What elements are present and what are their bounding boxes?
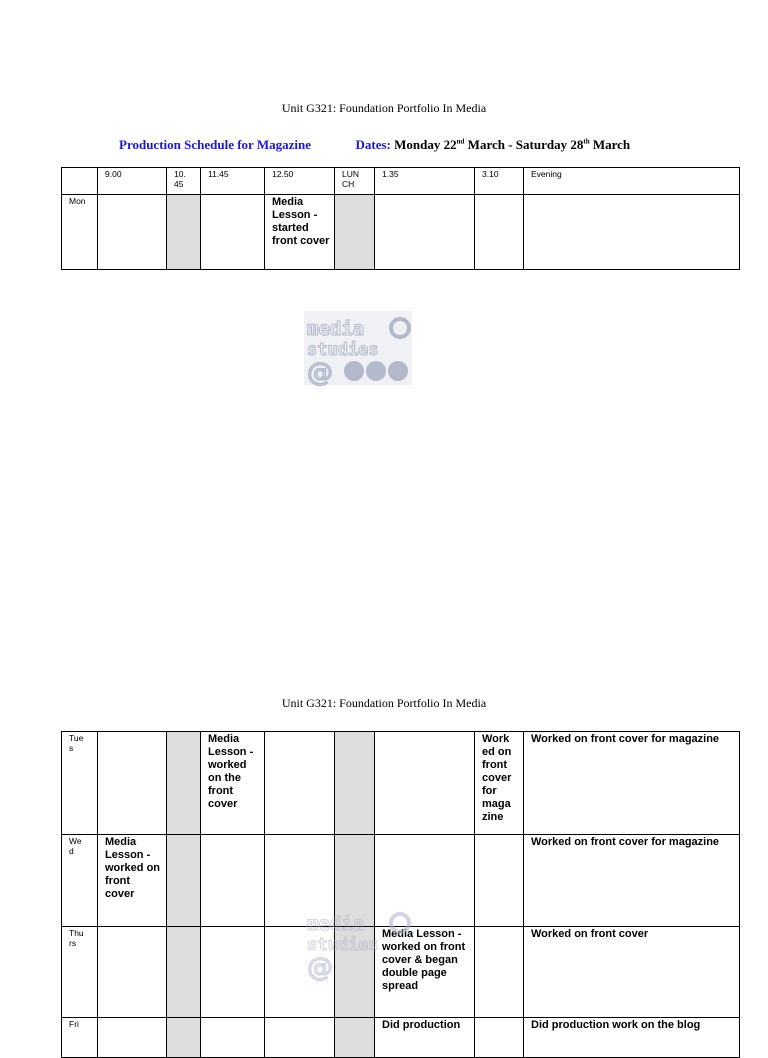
unit-title: Unit G321: Foundation Portfolio In Media <box>281 101 487 115</box>
cell-tues-evening-text: Worked on front cover for magazine <box>531 733 720 745</box>
day-cell-wed: We d <box>62 835 98 927</box>
cell-fri-135 <box>375 1018 475 1058</box>
day-cell-tues: Tue s <box>62 732 98 835</box>
svg-text:@: @ <box>307 358 333 388</box>
header-cell-900: 9.00 <box>98 168 167 195</box>
header-cell-1145: 11.45 <box>201 168 265 195</box>
cell-mon-1045 <box>167 195 201 270</box>
dates-end-sup: th <box>583 137 590 146</box>
cell-mon-lunch <box>335 195 375 270</box>
cell-wed-1145 <box>201 835 265 927</box>
cell-thurs-evening <box>524 927 740 1018</box>
header-cell-blank <box>62 168 98 195</box>
table-row-fri <box>62 1018 740 1058</box>
media-studies-logo-watermark <box>304 906 412 983</box>
cell-wed-310 <box>475 835 524 927</box>
cell-mon-135 <box>375 195 475 270</box>
logo-text-line2: studies <box>307 340 379 360</box>
cell-thurs-evening-text: Worked on front cover <box>531 928 649 940</box>
schedule-heading <box>119 137 630 153</box>
cell-thurs-135-text: Media Lesson - worked on front cover & began double page spread <box>382 928 466 992</box>
cell-thurs-1045 <box>167 927 201 1018</box>
cell-tues-900 <box>98 732 167 835</box>
cell-fri-evening <box>524 1018 740 1058</box>
logo-text-line1: media <box>307 318 365 340</box>
cell-fri-1045 <box>167 1018 201 1058</box>
cell-fri-900 <box>98 1018 167 1058</box>
cell-mon-1145 <box>201 195 265 270</box>
cell-thurs-900 <box>98 927 167 1018</box>
cell-tues-310 <box>475 732 524 835</box>
schedule-table-page2 <box>61 731 740 1058</box>
dates-end: March <box>589 137 631 152</box>
cell-thurs-1145 <box>201 927 265 1018</box>
logo2-text-line2: studies <box>307 935 379 955</box>
cell-mon-900 <box>98 195 167 270</box>
dates-label: Dates: <box>355 137 391 152</box>
table-row-mon <box>62 195 740 270</box>
cell-wed-evening-text: Worked on front cover for magazine <box>531 836 720 848</box>
cell-mon-1250 <box>265 195 335 270</box>
day-cell-thurs: Thu rs <box>62 927 98 1018</box>
cell-wed-1045 <box>167 835 201 927</box>
schedule-table-page1 <box>61 167 740 270</box>
cell-tues-1145 <box>201 732 265 835</box>
cell-fri-135-text: Did production <box>382 1019 461 1031</box>
cell-tues-1250 <box>265 732 335 835</box>
cell-tues-evening <box>524 732 740 835</box>
dates-start-sup: nd <box>456 137 465 146</box>
logo2-text-line1: media <box>307 913 365 935</box>
cell-tues-1145-text: Media Lesson - worked on the front cover <box>208 733 254 810</box>
day-cell-mon: Mon <box>62 195 98 270</box>
header-cell-135: 1.35 <box>375 168 475 195</box>
cell-tues-310-text: Work ed on front cover for maga zine <box>482 733 512 823</box>
cell-fri-evening-text: Did production work on the blog <box>531 1019 701 1031</box>
cell-fri-1250 <box>265 1018 335 1058</box>
cell-thurs-310 <box>475 927 524 1018</box>
svg-text:@: @ <box>307 953 333 983</box>
cell-wed-900 <box>98 835 167 927</box>
header-cell-lunch: LUN CH <box>335 168 375 195</box>
cell-tues-lunch <box>335 732 375 835</box>
header-cell-evening: Evening <box>524 168 740 195</box>
header-row <box>62 168 740 195</box>
cell-mon-310 <box>475 195 524 270</box>
schedule-title: Production Schedule for Magazine <box>119 137 311 152</box>
cell-fri-1145 <box>201 1018 265 1058</box>
header-cell-1045: 10. 45 <box>167 168 201 195</box>
dates-mid: March - Saturday 28 <box>464 137 584 152</box>
unit-title-page2: Unit G321: Foundation Portfolio In Media <box>281 696 487 710</box>
cell-mon-evening <box>524 195 740 270</box>
day-cell-fri: Fri <box>62 1018 98 1058</box>
header-cell-1250: 12.50 <box>265 168 335 195</box>
cell-tues-135 <box>375 732 475 835</box>
cell-fri-310 <box>475 1018 524 1058</box>
cell-wed-900-text: Media Lesson - worked on front cover <box>105 836 161 900</box>
dates-start: Monday 22 <box>394 137 457 152</box>
cell-fri-lunch <box>335 1018 375 1058</box>
cell-tues-1045 <box>167 732 201 835</box>
header-cell-310: 3.10 <box>475 168 524 195</box>
table-row-tues <box>62 732 740 835</box>
media-studies-logo <box>304 311 412 388</box>
cell-mon-1250-text: Media Lesson - started front cover <box>272 196 330 247</box>
cell-wed-evening <box>524 835 740 927</box>
